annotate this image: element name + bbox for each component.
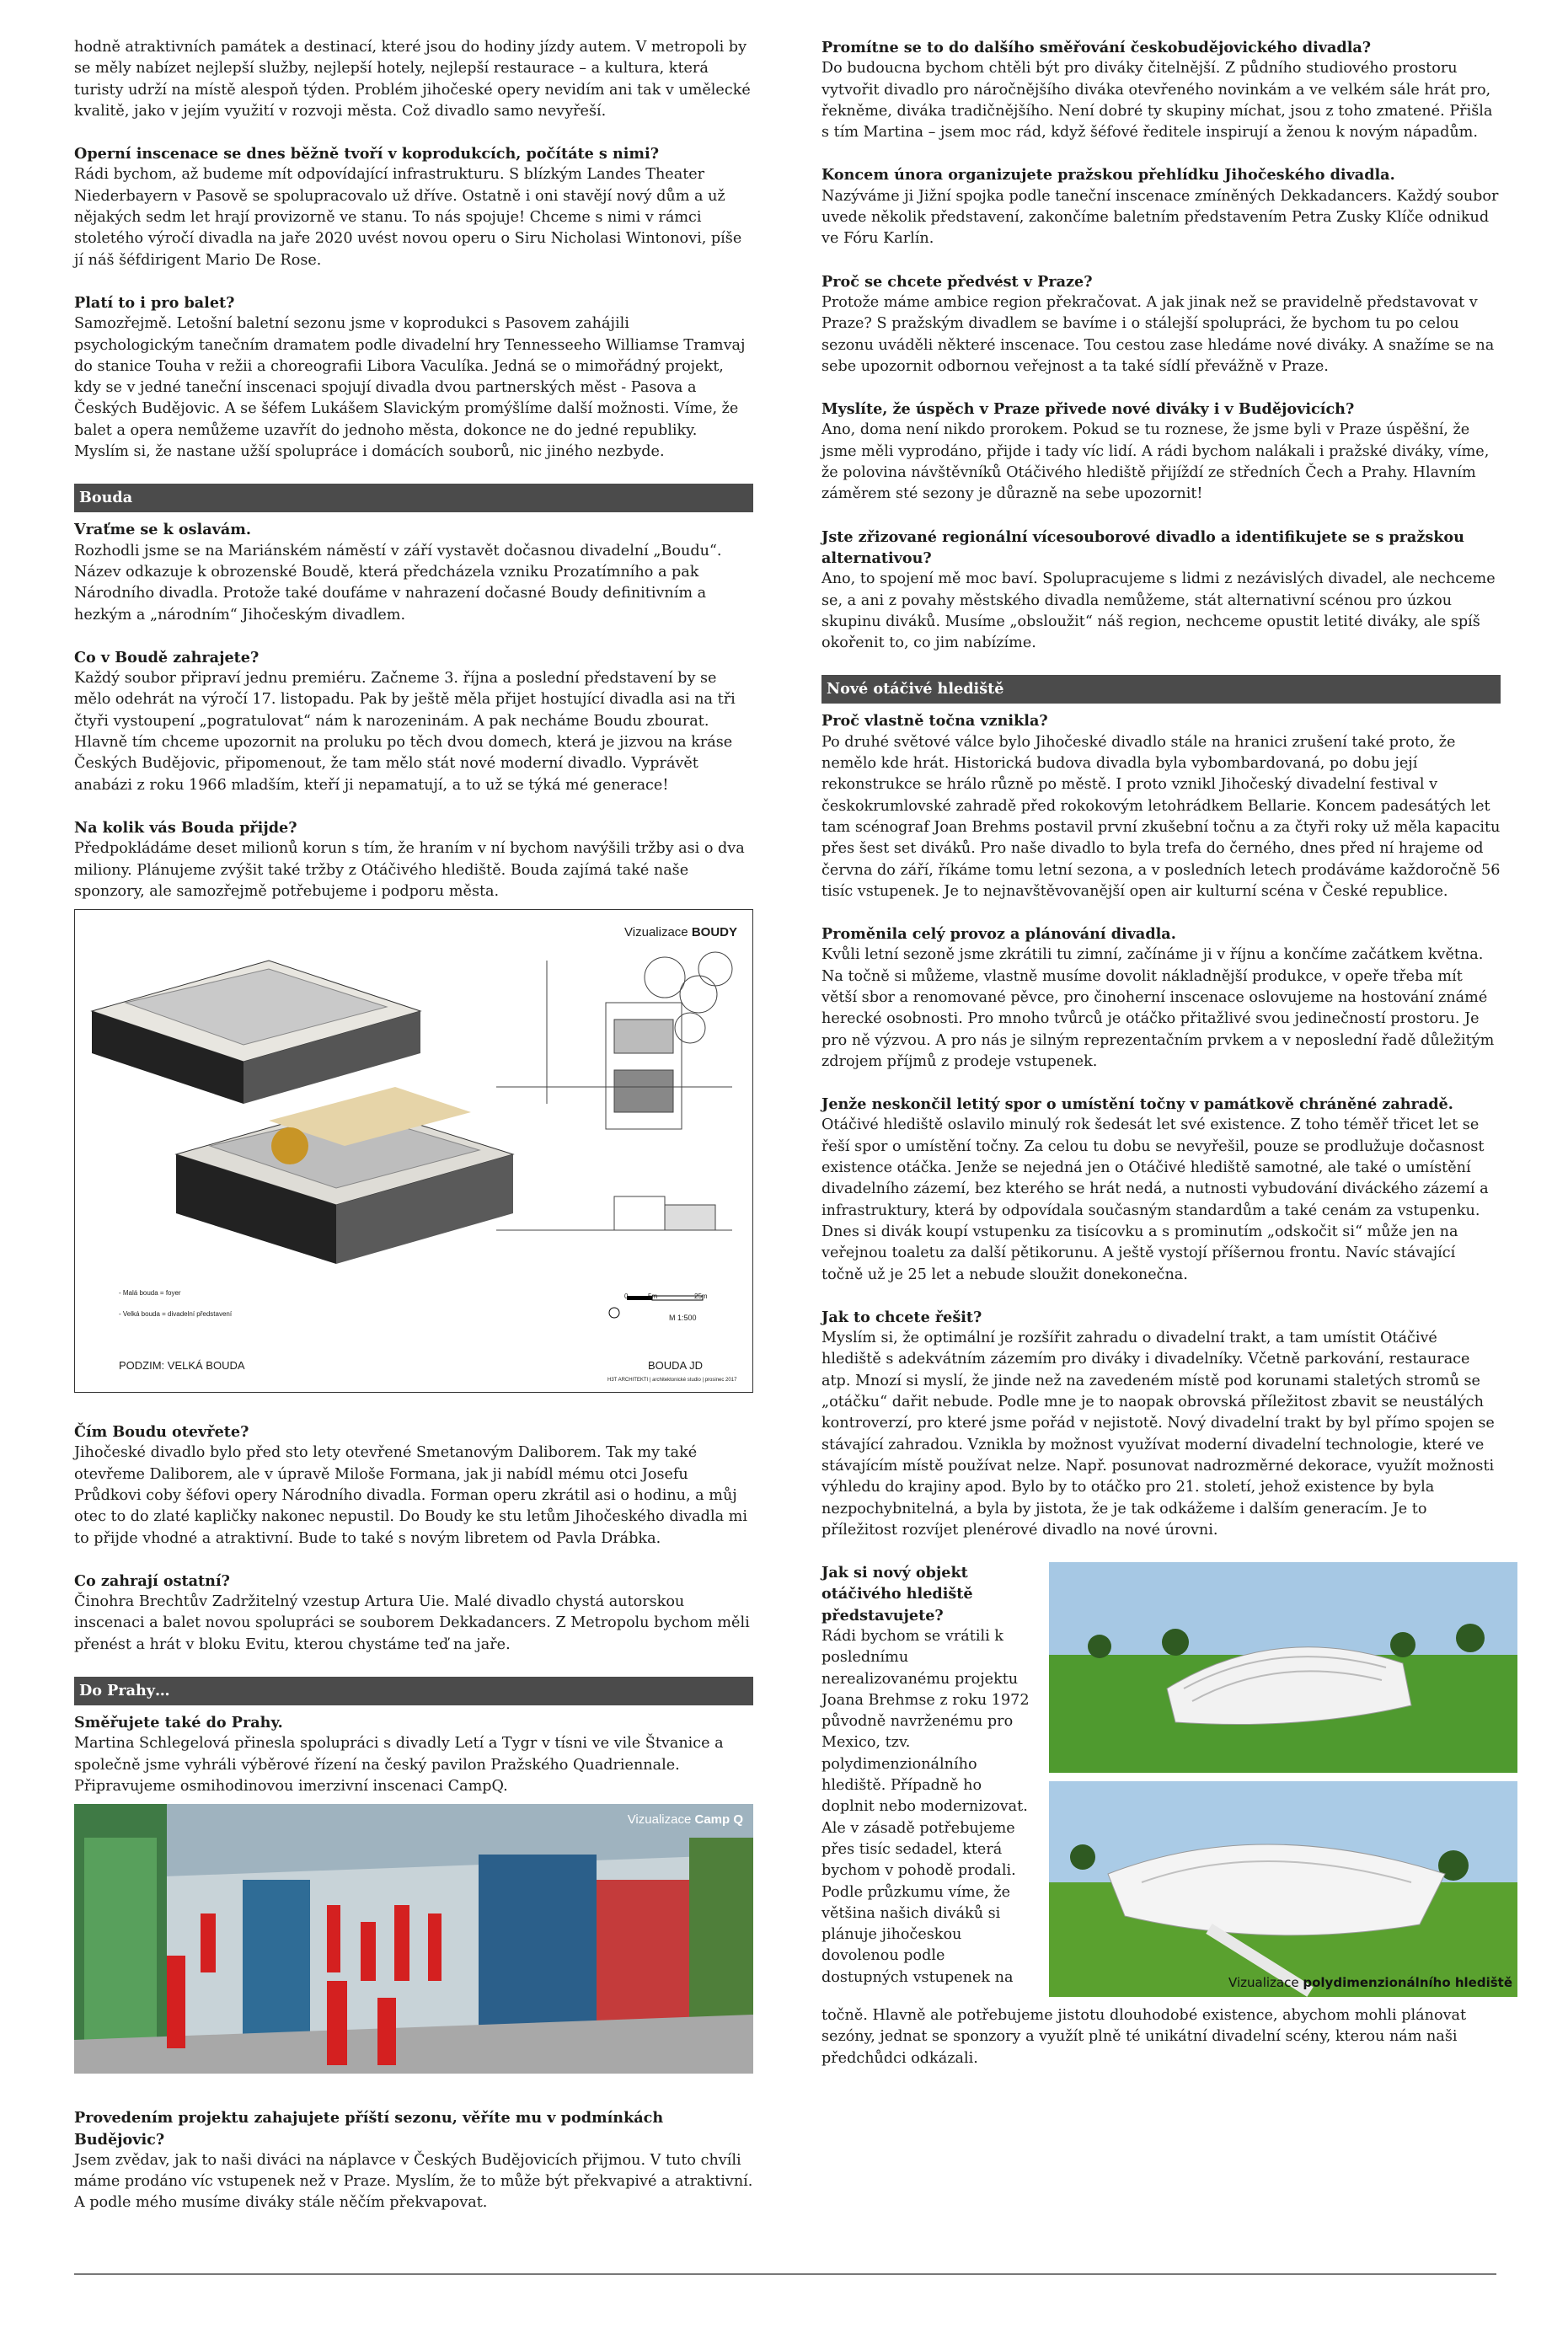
answer: Martina Schlegelová přinesla spolupráci s divadly Letí a Tygr v tísni ve vile Štvanice a společně jsme vyhráli výběrové řízení na český pavilon Pražského Quadriennale. Připravujeme osmihodinovou imerzivní inscenaci CampQ. [74, 1735, 724, 1795]
answer: Do budoucna bychom chtěli být pro diváky čitelnější. Z půdního studiového prostoru vytvořit divadlo pro náročnějšího diváka otevřeného novinkám a ve velkém sále hrát pro, řekněme, diváka tradičnějšího. Není dobré ty skupiny míchat, jsou z toho zmatené. Přišla s tím Martina – jsem moc rád, když šéfové ředitele inspirují a ženou k novým nápadům. [821, 60, 1493, 142]
answer: Protože máme ambice region překračovat. A jak jinak než se pravidelně představovat v Praze? S pražským divadlem se bavíme i o stálejší spolupráci, že bychom tu po celou sezonu uváděli některé inscenace. Tou cestou zase hledáme nové diváky. A snažíme se na sebe upozornit odbornou veřejnost a ta také sídlí převážně v Praze. [821, 293, 1495, 375]
auditorium-viz-title: Vizualizace polydimenzionálního hlediště [1228, 1974, 1512, 1990]
answer: Činohra Brechtův Zadržitelný vzestup Artura Uie. Malé divadlo chystá autorskou inscenaci a balet novou spolupráci se souborem Dekkadancers. Z Metropolu bychom měli přenést a hrát v bloku Evitu, kterou chystáme teď na jaře. [74, 1593, 750, 1653]
elevation-drawing [496, 1196, 732, 1230]
bottom-rule [74, 2273, 1496, 2275]
question: Vraťme se k oslavám. [74, 521, 252, 539]
answer: Předpokládáme deset milionů korun s tím, že hraním v ní bychom navýšili tržby asi o dva miliony. Plánujeme zvýšit také tržby z Otáčivého hlediště. Bouda zajímá také naše sponzory, ale samozřejmě potřebujeme i podporu města. [74, 840, 745, 900]
answer: Ano, to spojení mě moc baví. Spolupracujeme s lidmi z nezávislých divadel, ale nechceme se, a ani z povahy městského divadla nemůžeme, stát alternativní scénou pro úzkou skupinu diváků. Musíme „obsloužit“ náš region, nechceme opustit letité diváky, ale spíš okořenit to, co jim nabízíme. [821, 570, 1496, 652]
answer: Jsem zvědav, jak to naši diváci na náplavce v Českých Budějovicích přijmou. V tuto chvíli máme prodáno víc vstupenek než v Praze. Myslím, že to může být překvapivé a atraktivní. A podle mého musíme diváky stále něčím překvapovat. [74, 2151, 753, 2212]
answer: Jihočeské divadlo bylo před sto lety otevřené Smetanovým Daliborem. Tak my také otevřeme Daliborem, ale v úpravě Miloše Formana, jak ji nabídl mému otci Josefu Průdkovi coby šéfovi opery Národního divadla. Forman operu zkrátil asi o hodinu, a můj otec to do zlaté kapličky nakonec nepustil. Do Boudy ke stu letům Jihočeského divadla mi to přijde vhodné a atraktivní. Bude to také s novým libretem od Pavla Drábka. [74, 1444, 747, 1547]
answer: Rádi bychom, až budeme mít odpovídající infrastrukturu. S blízkým Landes Theater Niederbayern v Pasově se spolupracovalo už dříve. Ostatně i oni stavějí nový dům a už nějakých sedm let hrají provizorně ve stanu. To nás spojuje! Chceme s nimi v rámci stoletého výročí divadla na jaře 2020 uvést novou operu o Siru Nicholasi Wintonovi, píše jí náš šéfdirigent Mario De Rose. [74, 166, 742, 269]
answer: Rozhodli jsme se na Mariánském náměstí v září vystavět dočasnou divadelní „Boudu“. Název odkazuje k obrozenské Boudě, která předcházela vzniku Prozatímního a pak Národního divadla. Protože také doufáme v nahrazení dočasné Boudy definitivním a hezkým a „národním“ Jihočeským divadlem. [74, 542, 722, 624]
question: Proměnila celý provoz a plánování divadla. [821, 925, 1176, 944]
answer: Po druhé světové válce bylo Jihočeské divadlo stále na hranici zrušení také proto, že nemělo kde hrát. Historická budova divadla byla vybombardovaná, po dobu její rekonstrukce se hrálo různě po městě. I proto vznikl Jihočeský divadelní festival v českokrumlovské zahradě před rokokovým letohrádkem Bellarie. Koncem padesátých let tam scénograf Joan Brehms postavil první zkušební točnu a za čtyři roky už měla kapacitu přes šest set diváků. Pro naše divadlo to byla trefa do černého, dnes před ní hrajeme od června do září, říkáme tomu letní sezona, a v posledních letech prodáváme každoročně 56 tisíc vstupenek. Je to nejnavštěvovanější open air kulturní scéna v České republice. [821, 733, 1501, 900]
scale-label-5: 5m [648, 1293, 658, 1301]
answer: Otáčivé hlediště oslavilo minulý rok šedesát let své existence. Z toho téměř třicet let se řeší spor o umístění točny. Za celou tu dobu se nevyřešil, pouze se prodlužuje dočasnost existence otáčka. Jenže se nejedná jen o Otáčivé hlediště samotné, ale také o umístění divadelního zázemí, bez kterého se hrát nedá, a nutnosti vybudování diváckého zázemí a infrastruktury, která by odpovídala současným standardům a také cenám za vstupenku. Dnes si divák koupí vstupenku za tisícovku a s prominutím „odskočit si“ může jen na veřejnou toaletu za další pětikorunu. A ještě vystojí příšernou frontu. Navíc stávající točně už je 25 let a nebude sloužit donekonečna. [821, 1116, 1489, 1283]
qa-prague [74, 1712, 753, 1797]
question: Operní inscenace se dnes běžně tvoří v koprodukcích, počítáte s nimi? [74, 145, 660, 163]
question: Co zahrají ostatní? [74, 1571, 230, 1590]
bouda-visualization [74, 909, 753, 1393]
campq-visualization [74, 1804, 753, 2074]
answer: Myslím si, že optimální je rozšířit zahradu o divadelní trakt, a tam umístit Otáčivé hlediště s adekvátním zázemím pro diváky i divadelníky. Včetně parkování, restaurace atp. Mnozí si myslí, že jinde než na zavedeném místě pod korunami staletých stromů se „otáčku“ dařit nebude. Podle mne je to naopak obrovská příležitost zbavit se neustálých kontroverzí, pro které jsme pořád v nejistotě. Nový divadelní trakt by byl přímo spojen se stávající zahradou. Vznikla by možnost využívat moderní divadelní technologie, které ve stávajícím místě používat nelze. Např. posunovat nadrozměrné dekorace, využít možnosti výhledu do krajiny apod. Bylo by to otáčko pro 21. století, jehož existence by byla nezpochybnitelná, a byla by jistota, že je tak odkážeme i dalším generacím. Je to příležitost rozvíjet plenérové divadlo na nové úrovni. [821, 1330, 1495, 1539]
qa-opening [74, 1421, 753, 1550]
question: Platí to i pro balet? [74, 293, 235, 312]
qa-alternative [821, 527, 1501, 655]
scale-label-25: 25m [694, 1293, 708, 1301]
architect-credit: H3T ARCHITEKTI | architektonické studio | prosinec 2017 [607, 1378, 737, 1384]
qa-origin [821, 710, 1501, 902]
section-bar-auditorium: Nové otáčivé hlediště [821, 675, 1501, 704]
auditorium-visualizations [1049, 1562, 1517, 2005]
question: Čím Boudu otevřete? [74, 1423, 249, 1442]
auditorium-viz-1 [1049, 1562, 1517, 1773]
tree-icon [271, 1127, 308, 1164]
answer: Samozřejmě. Letošní baletní sezonu jsme v koprodukci s Pasovem zahájili psychologickým tanečním dramatem podle divadelní hry Tennesseeho Williamse Tramvaj do stanice Touha v režii a choreografii Libora Vaculíka. Jedná se o mimořádný projekt, kdy se v jedné taneční inscenaci spojují divadla dvou partnerských měst - Pasova a Českých Budějovic. A se šéfem Lukášem Slavickým promýšlíme další možnosti. Víme, že balet a opera nemůžeme uzavřít do jednoho města, dokonce ne do jedné republiky. Myslím si, že nastane užší spolupráce i domácích souborů, nic jiného nezbyde. [74, 315, 746, 461]
qa-next-season [74, 2107, 753, 2213]
bouda-legend: - Malá bouda = foyer - Velká bouda = divadelní představení [119, 1289, 233, 1319]
left-column [74, 37, 753, 2214]
intro-paragraph: hodně atraktivních památek a destinací, které jsou do hodiny jízdy autem. V metropoli by se měly nabízet nejlepší služby, nejlepší hotely, nejlepší restaurace – a kultura, která turisty udrží na místě alespoň týden. Problém jihočeské opery nevidím ani tak v umělecké kvalitě, jako v jejím využití v rozvoji města. Což divadlo samo nevyřeší. [74, 39, 751, 120]
answer: Kvůli letní sezoně jsme zkrátili tu zimní, začínáme ji v říjnu a končíme začátkem května. Na točně si můžeme, vlastně musíme dovolit nákladnější produkce, v opeře třeba mít větší sbor a renomované pěvce, pro činoherní inscenace oslovujeme na hostování známé herecké osobnosti. Pro mnoho tvůrců je otáčko přitažlivé svou jedinečností prostoru. Je pro ně výzvou. A pro nás je silným reprezentačním prvkem a v neposlední řadě důležitým zdrojem příjmů z prodeje vstupenek. [821, 946, 1495, 1070]
qa-direction [821, 37, 1501, 143]
answer: Rádi bychom se vrátili k poslednímu nerealizovanému projektu Joana Brehmse z roku 1972 původně navrženému pro Mexico, tzv. polydimenzionálního hlediště. Případně ho doplnit nebo modernizovat. Ale v zásadě potřebujeme přes tisíc sedadel, která bychom v pohodě prodali. Podle průzkumu víme, že většina našich diváků si plánuje jihočeskou dovolenou podle dostupných vstupenek na [821, 1628, 1030, 1986]
qa-new-object [821, 1562, 1512, 2005]
question: Proč vlastně točna vznikla? [821, 712, 1048, 731]
bouda-jd-label: BOUDA JD [648, 1359, 704, 1373]
question: Co v Boudě zahrajete? [74, 648, 260, 666]
section-bar-prague: Do Prahy… [74, 1677, 753, 1705]
auditorium-drawing-1 [1049, 1562, 1517, 1773]
qa-why-prague [821, 271, 1501, 377]
site-plan [496, 952, 732, 1129]
question: Jak to chcete řešit? [821, 1308, 982, 1326]
campq-viz-title: Vizualizace Camp Q [627, 1812, 743, 1828]
question: Na kolik vás Bouda přijde? [74, 818, 297, 837]
scale-label-0: 0 [624, 1293, 629, 1301]
question: Směřujete také do Prahy. [74, 1714, 283, 1732]
question: Jenže neskončil letitý spor o umístění točny v památkově chráněné zahradě. [821, 1095, 1453, 1114]
auditorium-drawing-2 [1049, 1781, 1517, 1997]
answer: Každý soubor připraví jednu premiéru. Začneme 3. října a poslední představení by se mělo odehrát na výročí 17. listopadu. Pak by ještě měla přijet hostující divadla asi na tři čtyři vystoupení „pogratulovat“ nám k narozeninám. A pak necháme Boudu zbourat. Hlavně tím chceme upozornit na proluku po těch dvou domech, která je jizvou na kráse Českých Budějovic, připomenout, že tam mělo stát nové moderní divadlo. Vyprávět anabázi z roku 1966 mladším, kteří ji nepamatují, a to už se týká mé generace! [74, 670, 736, 794]
answer: Ano, doma není nikdo prorokem. Pokud se tu roznese, že jsme byli v Praze úspěšní, že jsme měli vyprodáno, přijde i tady víc lidí. A rádi bychom nalákali i pražské diváky, víme, že polovina návštěvníků Otáčivého hlediště přijíždí ze středních Čech a Prahy. Hlavním záměrem sté sezony je důrazně na sebe upozornit! [821, 421, 1490, 503]
right-column [821, 37, 1512, 2069]
auditorium-viz-2 [1049, 1781, 1517, 1997]
bouda-season-label: PODZIM: VELKÁ BOUDA [119, 1359, 245, 1373]
qa-others [74, 1571, 753, 1656]
qa-prague-showcase [821, 164, 1501, 249]
answer-continued: točně. Hlavně ale potřebujeme jistotu dlouhodobé existence, abychom mohli plánovat sezóny, jednat se sponzory a využít plně té unikátní divadelní scény, kterou nám naši předchůdci odkázali. [821, 2007, 1467, 2067]
qa-solution [821, 1307, 1501, 1541]
qa-program [74, 647, 753, 796]
section-bar-bouda: Bouda [74, 484, 753, 512]
qa-cost [74, 817, 753, 902]
qa-celebrations [74, 519, 753, 625]
question: Jak si nový objekt otáčivého hlediště představujete? [821, 1564, 973, 1624]
question: Promítne se to do dalšího směřování českobudějovického divadla? [821, 39, 1372, 56]
qa-coproductions [74, 143, 753, 271]
question: Myslíte, že úspěch v Praze přivede nové diváky i v Budějovicích? [821, 400, 1355, 419]
qa-dispute [821, 1094, 1501, 1286]
large-bouda-block [176, 1087, 513, 1264]
small-bouda-block [92, 961, 420, 1104]
bouda-viz-title: Vizualizace BOUDY [624, 925, 737, 940]
question: Koncem února organizujete pražskou přehlídku Jihočeského divadla. [821, 166, 1395, 185]
question: Provedením projektu zahajujete příští sezonu, věříte mu v podmínkách Budějovic? [74, 2109, 664, 2149]
question: Jste zřizované regionální vícesouborové divadlo a identifikujete se s pražskou alternativou? [821, 527, 1464, 567]
qa-success [821, 399, 1501, 505]
qa-operations [821, 923, 1501, 1073]
scale-ratio: M 1:500 [669, 1314, 697, 1323]
campq-drawing [74, 1804, 753, 2074]
qa-ballet [74, 292, 753, 463]
answer: Nazýváme ji Jižní spojka podle taneční inscenace zmíněných Dekkadancers. Každý soubor uvede několik představení, zakončíme baletním představením Petra Zusky Klíče odnikud ve Fóru Karlín. [821, 187, 1499, 248]
question: Proč se chcete předvést v Praze? [821, 272, 1093, 291]
